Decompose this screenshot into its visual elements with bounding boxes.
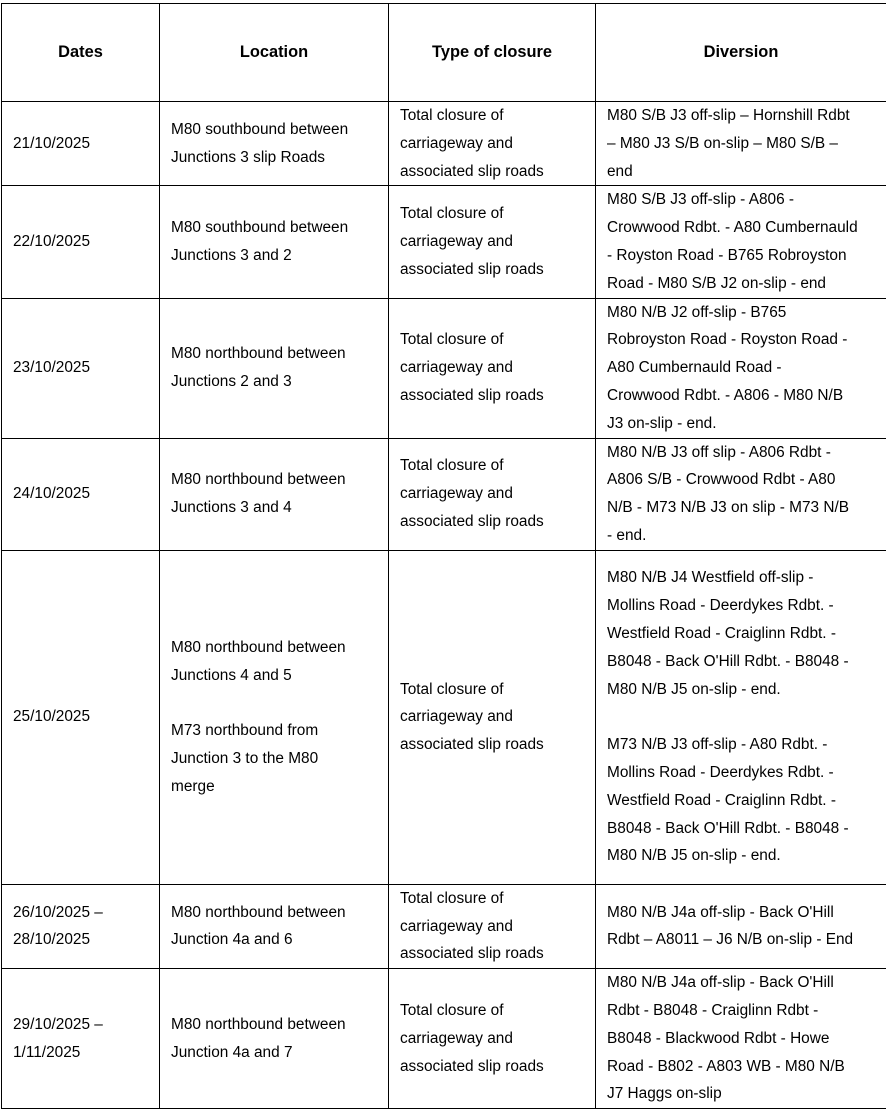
location-line: M80 southbound between — [171, 214, 377, 242]
diversion-line: M80 N/B J5 on-slip - end. — [607, 676, 875, 704]
dates-line: 25/10/2025 — [13, 703, 148, 731]
dates-line: 24/10/2025 — [13, 480, 148, 508]
diversion-cell — [596, 884, 886, 968]
diversion-line: Rdbt – A8011 – J6 N/B on-slip - End — [607, 926, 875, 954]
header-row — [2, 4, 886, 102]
location-line: merge — [171, 773, 377, 801]
location-cell — [160, 438, 389, 550]
diversion-line: A806 S/B - Crowwood Rdbt - A80 — [607, 466, 875, 494]
location-line: Junctions 3 slip Roads — [171, 144, 377, 172]
road-closures-table — [1, 3, 886, 1109]
diversion-cell — [596, 438, 886, 550]
diversion-line: end — [607, 158, 875, 186]
closure-type-line: associated slip roads — [400, 940, 584, 968]
table-row — [2, 969, 886, 1109]
diversion-line: M80 S/B J3 off-slip – Hornshill Rdbt — [607, 102, 875, 130]
closure-type-line: Total closure of — [400, 885, 584, 913]
location-line: Junctions 3 and 4 — [171, 494, 377, 522]
location-line: Junctions 4 and 5 — [171, 662, 377, 690]
diversion-line: M80 N/B J4a off-slip - Back O'Hill — [607, 969, 875, 997]
diversion-cell — [596, 969, 886, 1109]
closure-type-line: carriageway and — [400, 703, 584, 731]
diversion-line: M80 N/B J3 off slip - A806 Rdbt - — [607, 439, 875, 467]
dates-line: 23/10/2025 — [13, 354, 148, 382]
diversion-line: J3 on-slip - end. — [607, 410, 875, 438]
diversion-cell — [596, 550, 886, 884]
location-line: Junctions 2 and 3 — [171, 368, 377, 396]
diversion-line: M80 N/B J5 on-slip - end. — [607, 842, 875, 870]
dates-cell — [2, 884, 160, 968]
closure-type-line: Total closure of — [400, 997, 584, 1025]
diversion-line: Westfield Road - Craiglinn Rdbt. - — [607, 620, 875, 648]
closure-type-line: Total closure of — [400, 102, 584, 130]
diversion-line: N/B - M73 N/B J3 on slip - M73 N/B — [607, 494, 875, 522]
closure-type-line: carriageway and — [400, 1025, 584, 1053]
closure-type-line: associated slip roads — [400, 256, 584, 284]
dates-cell — [2, 438, 160, 550]
diversion-line: Rdbt - B8048 - Craiglinn Rdbt - — [607, 997, 875, 1025]
header-type-of-closure: Type of closure — [389, 4, 596, 102]
location-line: M80 northbound between — [171, 466, 377, 494]
closure-type-line: carriageway and — [400, 228, 584, 256]
closure-type-line: Total closure of — [400, 200, 584, 228]
table-row — [2, 438, 886, 550]
header-dates: Dates — [2, 4, 160, 102]
diversion-line: B8048 - Back O'Hill Rdbt. - B8048 - — [607, 815, 875, 843]
diversion-line: M80 N/B J2 off-slip - B765 — [607, 299, 875, 327]
dates-cell — [2, 298, 160, 438]
paragraph-gap — [171, 689, 377, 717]
table-row — [2, 550, 886, 884]
diversion-line: Crowwood Rdbt. - A806 - M80 N/B — [607, 382, 875, 410]
closure-type-line: carriageway and — [400, 913, 584, 941]
closure-type-line: associated slip roads — [400, 1053, 584, 1081]
closure-type-line: carriageway and — [400, 480, 584, 508]
closure-type-line: associated slip roads — [400, 731, 584, 759]
diversion-line: J7 Haggs on-slip — [607, 1080, 875, 1108]
closure-type-cell — [389, 438, 596, 550]
closure-type-cell — [389, 550, 596, 884]
dates-line: 28/10/2025 — [13, 926, 148, 954]
closure-type-cell — [389, 298, 596, 438]
dates-line: 29/10/2025 – — [13, 1011, 148, 1039]
diversion-line: M73 N/B J3 off-slip - A80 Rdbt. - — [607, 731, 875, 759]
location-cell — [160, 550, 389, 884]
diversion-line: Robroyston Road - Royston Road - — [607, 326, 875, 354]
dates-line: 1/11/2025 — [13, 1039, 148, 1067]
paragraph-gap — [607, 703, 875, 731]
closure-type-line: Total closure of — [400, 676, 584, 704]
location-line: M80 southbound between — [171, 116, 377, 144]
diversion-line: - end. — [607, 522, 875, 550]
table-body — [2, 102, 886, 1109]
table-header — [2, 4, 886, 102]
diversion-line: Mollins Road - Deerdykes Rdbt. - — [607, 759, 875, 787]
dates-line: 22/10/2025 — [13, 228, 148, 256]
location-cell — [160, 969, 389, 1109]
closure-type-line: carriageway and — [400, 354, 584, 382]
closure-type-cell — [389, 969, 596, 1109]
diversion-line: Mollins Road - Deerdykes Rdbt. - — [607, 592, 875, 620]
diversion-line: M80 N/B J4a off-slip - Back O'Hill — [607, 899, 875, 927]
location-line: M80 northbound between — [171, 1011, 377, 1039]
location-line: M80 northbound between — [171, 899, 377, 927]
location-cell — [160, 102, 389, 186]
location-line: M80 northbound between — [171, 634, 377, 662]
location-line: M80 northbound between — [171, 340, 377, 368]
table-row — [2, 186, 886, 298]
dates-cell — [2, 969, 160, 1109]
diversion-cell — [596, 186, 886, 298]
dates-cell — [2, 102, 160, 186]
diversion-line: A80 Cumbernauld Road - — [607, 354, 875, 382]
diversion-line: Westfield Road - Craiglinn Rdbt. - — [607, 787, 875, 815]
diversion-line: B8048 - Blackwood Rdbt - Howe — [607, 1025, 875, 1053]
closure-type-line: Total closure of — [400, 326, 584, 354]
diversion-line: Crowwood Rdbt. - A80 Cumbernauld — [607, 214, 875, 242]
closure-type-line: carriageway and — [400, 130, 584, 158]
location-cell — [160, 298, 389, 438]
dates-line: 21/10/2025 — [13, 130, 148, 158]
diversion-line: B8048 - Back O'Hill Rdbt. - B8048 - — [607, 648, 875, 676]
location-line: Junction 4a and 6 — [171, 926, 377, 954]
diversion-line: - Royston Road - B765 Robroyston — [607, 242, 875, 270]
closure-type-line: Total closure of — [400, 452, 584, 480]
location-line: Junctions 3 and 2 — [171, 242, 377, 270]
closure-type-line: associated slip roads — [400, 382, 584, 410]
location-line: Junction 4a and 7 — [171, 1039, 377, 1067]
diversion-line: – M80 J3 S/B on-slip – M80 S/B – — [607, 130, 875, 158]
dates-line: 26/10/2025 – — [13, 899, 148, 927]
header-location: Location — [160, 4, 389, 102]
location-line: Junction 3 to the M80 — [171, 745, 377, 773]
table-row — [2, 102, 886, 186]
table-row — [2, 884, 886, 968]
closure-type-line: associated slip roads — [400, 508, 584, 536]
location-cell — [160, 884, 389, 968]
closure-type-cell — [389, 186, 596, 298]
diversion-line: M80 S/B J3 off-slip - A806 - — [607, 186, 875, 214]
closure-type-cell — [389, 884, 596, 968]
dates-cell — [2, 550, 160, 884]
diversion-cell — [596, 298, 886, 438]
table-row — [2, 298, 886, 438]
closure-type-cell — [389, 102, 596, 186]
diversion-line: M80 N/B J4 Westfield off-slip - — [607, 564, 875, 592]
diversion-cell — [596, 102, 886, 186]
diversion-line: Road - B802 - A803 WB - M80 N/B — [607, 1053, 875, 1081]
location-line: M73 northbound from — [171, 717, 377, 745]
diversion-line: Road - M80 S/B J2 on-slip - end — [607, 270, 875, 298]
location-cell — [160, 186, 389, 298]
dates-cell — [2, 186, 160, 298]
header-diversion: Diversion — [596, 4, 886, 102]
closure-type-line: associated slip roads — [400, 158, 584, 186]
